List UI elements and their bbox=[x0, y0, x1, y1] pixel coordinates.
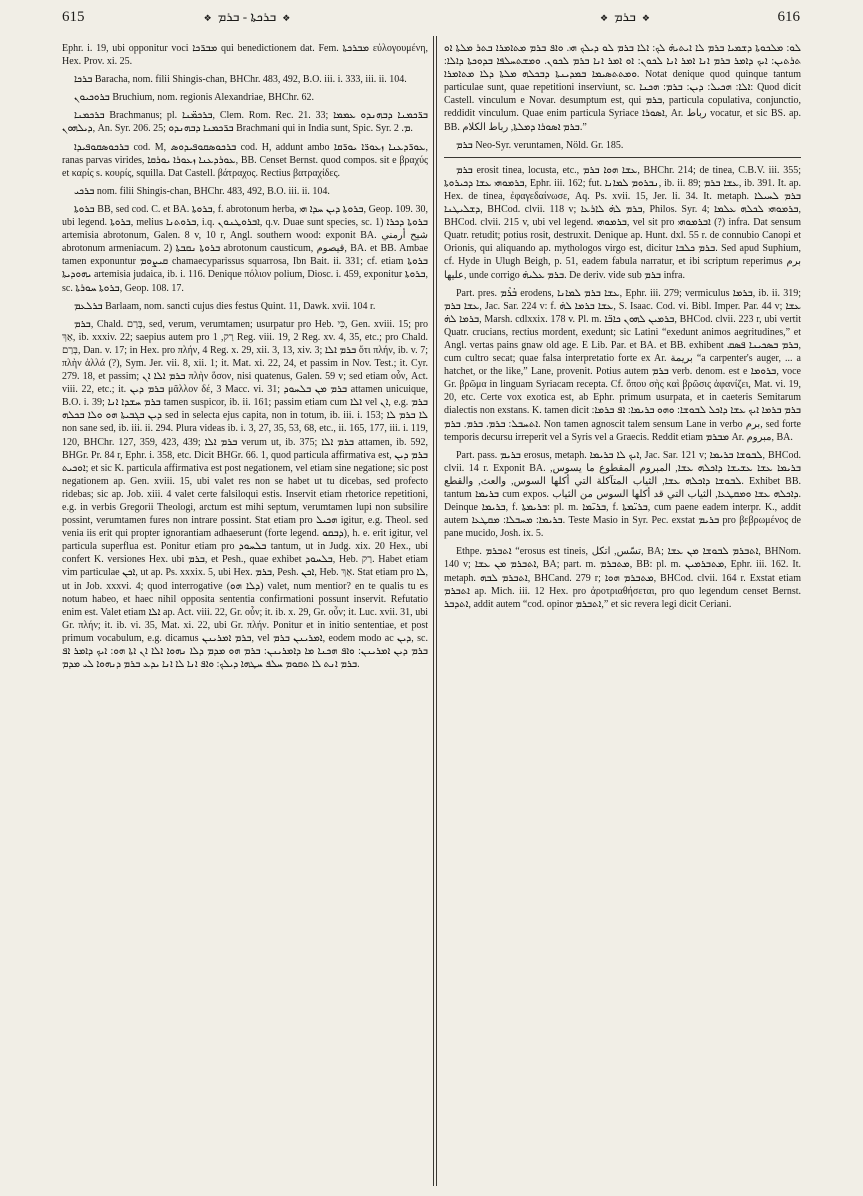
dictionary-entry: Ethpe. ܐܬܒܪܡ “erosus est tineis, تسّس, اتكل, BA; ܐܬܒܪܡ ܠܒܘܫܐ ܡܢ ܥܫܐ, BHNom. 140 v; ܐܬܒܪܡ ܡܢ ܥܫܐ, BA; part. m. ܡܬܒܪܡ, BB: pl. m. ܡܬܒܪܡܝܢ, Ephr. iii. 162. It. metaph. ܐܬܒܪܡ ܠܒܗ, BHCand. 279 r; ܡܬܒܪܡ ܗܘܐ, BHCod. clvii. 164 r. Exstat etiam ܐܬܒܪܡ ap. Mich. iii. 12 Hex. pro ἀροτριαθήσεται, pro quo legendum censet Bernst. ܐܬܕܒܪ, addit autem “cod. opinor ܐܬܒܪܡ,” et sic revera legi dicit Ceriani. bbox=[444, 546, 801, 610]
running-title-right-text: ܒܪܡ bbox=[614, 9, 636, 24]
running-title-right bbox=[520, 6, 730, 28]
running-title-left bbox=[122, 6, 372, 28]
running-title-left-text: ܒܪܟܬܐ - ܒܪܡ bbox=[217, 9, 277, 24]
section-rule bbox=[444, 157, 801, 158]
dictionary-entry: ܒܪܠܥܡ Barlaam, nom. sancti cujus dies festus Quint. 11, Dawk. xvii. 104 r. bbox=[74, 300, 376, 312]
dictionary-entry: Part. pass. ܒܪܝܡ erosus, metaph. ܐܝܟ ܠܐ ܒܪܝܡܐ, Jac. Sar. 121 v; ܠܒܘܫܐ ܒܪܝܡܐ, BHCod. clvii. 14 r. Exponit BA. ܒܪܝܡܐ ܥܫܐ ܥܫܝܫܐ ܕܐܟܠܗ ܥܫܐ, المبروم المقطوع ما يسوس, ܠܒܘܫܐ ܕܐܟܠܗ ܥܫܐ, الثياب المتآكلة التي أكلها السوس, والعث, والقطع. Exhibet BB. tantum ܒܪܝܡܐ cum expos. ܕܐܟܠܗ ܥܫܐ ܘܡܩܛܥܐ, الثياب التي قد أكلها السوس من الثياب. Deinque ܒܪܝܡܐ, f. ܒܪܝܡܬܐ: pl. m. ܒܪܝ̈ܡܐ, f. ܒܪܝ̈ܡܬܐ, cum paene eadem interpr. K., addit autem ܒܪܝܡܐ: ܡܚܒܠܐ: ܡܩܛܥܐ. Teste Masio in Syr. Pec. exstat ܒܪܝܡ pro βεβρωμένος de pane mucido, Josh. ix. 5. bbox=[444, 449, 801, 540]
left-column bbox=[62, 42, 428, 1182]
dictionary-entry: Ephr. i. 19, ubi opponitur voci ܡܒܪ̈ܟܐ qui benedictionem dat. Fem. ܡܒܪܟܬܐ εὐλογουμένη, Hex. Prov. xi. 25. bbox=[62, 43, 428, 68]
ornament-icon: ❖ bbox=[282, 13, 291, 24]
page-number-left: 615 bbox=[62, 9, 85, 25]
dictionary-entry: ܠܘ: ܡܠܟܘܬܐ ܕܫܡܝܐ ܒܪܡ ܠܐ ܐܝܬܝܗ̇ ܠܟ: ܐܠܐ ܒܪܡ ܠܘ ܕܝܠܟ ܗܝ. ܘܐܦ ܒܪܡ ܡܬܐܡܪܐ ܒܬܪ ܡܠܬܐ ܐܘ ܬܪܬܝܢ: ܐܝܟ ܕܐܡܪ ܒܪܡ ܐܢܐ ܐܡܪ ܐܢܐ ܠܟܘܢ: ܐܘ ܐܡܪ ܐܢܐ ܒܪܡ ܠܟܘܢ. ܘܡܫܬܚܠܦܐ ܒܕܘܟܬܐ ܕܐܠܐ: ܘܡܬܬܣܝܡܐ ܒܡܕܝܢܬܐ ܕܒܟܠܗ ܡܠܬܐ ܕܠܐ ܡܬܐܡܪܐ. Notat denique quod quinque tantum particulae sunt, quae repetitioni inserviunt, sc. ܐܠܐ: ܗܟܝܠ: ܕܝܢ: ܒܪܡ: ܗܟܢܐ: Quod dicit Castell. vinculum e Novar. desumptum est, qui ܒܪܡ, particula copulativa, conjunctio, reddidit vinculum. Quae enim particula Syriace ܐܣܘܪܐ, Ar. رباط vocatur, et sic BS. ap. BB. ܒܪܡ ܐܣܘܪܐ ܕܡܠܬܐ, رباط الكلام.” bbox=[444, 43, 801, 133]
dictionary-entry: ܒܪܡ erosit tinea, locusta, etc., ܥܫܐ ܗܘܐ ܒܪܡ, BHChr. 214; de tinea, C.B.V. iii. 355; ܒܪܡܘܗܝ ܥܫܐ ܕܟܝܪܘܬܐ, Ephr. iii. 162; fut. ܢܒܪܘܡ ܠܡܐܢܐ, ib. ii. 89; ܥܫܐ ܒܪܡ, ib. 391. It. ap. Hex. de tinea, ἐφαγεδαίνωσε, Aq. Ps. xvii. 15, Jer. li. 34. It. metaph. ܒܪܡ ܠܚܝܠܐ ܕܫܠܝܛܢܐ, BHCod. clvii. 118 v; ܒܪܡ ܠܗ̇ ܠܐܪܥܐ, Philos. Syr. 4; ܒܪܡܘܗܝ ܠܟܠܗ ܥܠܡܐ, BHCod. clvii. 215 v, ubi vel legend. ܒܪܡܘܗܝ, vel sit pro ܐܒܪܡܘܗܝ (?) infra. Dat sensum Quatr. retudit; potius rosit, destruxit. Denique ap. Hunt. dxl. 55 r. de connubio Canopi et Orionis, qui aliquando ap. mythologos virgo est, dicitur ܒܪܡ ܟܠܒܐ. Sed apud Suphium, cf. Hyde in Ulugh Beigh, p. 51, eadem fabula narratur, et ibi scriptum reperimus برم عليها, unde corrigo ܒܪܡ ܥܠܝܗ̇. De deriv. vide sub ܒܪܡ infra. bbox=[444, 164, 801, 281]
dictionary-entry: ܒܪܟܐ Baracha, nom. filii Shingis-chan, BHChr. 483, 492, B.O. iii. i. 333, iii. ii. 104. bbox=[74, 74, 407, 86]
dictionary-entry: ܒܪܡ, Chald. בְּרַם, sed, verum, verumtamen; usurpatur pro Heb. כִּי, Gen. xviii. 15; pro אַךְ, ib. xxxiv. 22; saepius autem pro רַק, 1 Reg. viii. 19, 2 Reg. xv. 4, 35, etc.; pro Chald. בְּרַם, Dan. v. 17; in Hex. pro πλήν, 4 Reg. x. 29, xii. 3, 13, xiv. 3; ܒܪܡ ܐܠܐ ὅτι πλήν, ib. v. 7; πλὴν ἀλλά (?), Sym. Jer. vii. 8, xii. 1; it. Mat. xi. 22, 24, et passim in Nov. Test.; it. Cyr. 279. 18, et passim; ܒܪܡ ܐܠܐ ܐܢ πλὴν ὅσον, nisi quatenus, Galen. 59 v; sed etiam οὖν, Act. viii. 22, etc.; it. ܒܪܡ ܕܝܢ μᾶλλον δέ, 3 Macc. vi. 31; ܒܪܡ ܡܢ ܒܠܚܘܕ attamen unicuique, B.O. i. 39; ܒܪܡ ܚܫܕܐ ܐܢܐ tamen suspicor, ib. ii. 161; passim etiam cum ܐܠܐ vel ܐܢ, e.g. ܒܪܡ ܕܝܢ ܒܓܒܝܬܐ ܗܘ ܘܠܐ ܒܟܠܗ sed in selecta ejus capita, non in totum, ib. iii. i. 153; ܠܐ ܒܪܡ ܠܐ non sane sed, ib. iii. ii. 294. Plura videas ib. i. 3, 27, 35, 53, 68, etc., ii. 165, 177, iii. i. 119, 120, BHChr. 127, 359, 423, 439; ܒܪܡ ܐܠܐ verum ut, ib. 375; ܒܪܡ ܐܠܐ attamen, ib. 592, BHGr. Pr. 84 r, Ephr. i. 358, etc. Dicit BHGr. 66. 1, quod particula affirmativa est, ܒܪܡ ܕܝܢ ܐܘܟܝܬ; et sic K. particula affirmativa est post negationem, vel etiam sine negatione; sic post negationem ap. Gen. xviii. 15, ubi valet res non se habet ut tu dicebas, sed profecto ridebas; sic ap. Job. xiii. 4 valet certe falsiloqui estis. Inservit etiam rhetorice repetitioni, e.g. in verbis Gregorii Theologi, arctum est mihi septum, verumtamen lupi non subsilire possint, verumtamen fures non intrare possint. Stat etiam pro ܗܟܝܠ igitur, e.g. Theol. sed venia iis erit qui propter ignorantiam adhaeserunt (forte legend. ܕܒܩܘ), h. e. erit igitur, vel particula superflua est. Ponitur etiam pro ܒܠܚܘܕ tantum, ut in Judg. xix. 20 Hex., ubi confert K. versiones Hex. ubi ܒܪܡ, et Pesh., quae exhibet ܒܠܚܘܕ, Heb. רַק. Habet etiam vim particulae ܐܟܢ, ut ap. Ps. xxxix. 5, ubi Hex. ܒܪܡ, Pesh. ܐܟܢ, Heb. אַךְ. Stat etiam pro ܠܐ, ut in Job. xxxvi. 4; quod interrogative (ܕܠܐ ܗܘ) valet, num mentior? en te qualis tu es notum habeo, et haec nihil opposita sententia confirmationi possunt inservit. Refutatio enim est. Valet etiam ܐܠܐ ap. Act. viii. 22, Gr. οὖν; it. ib. x. 29, Gr. οὖν; it. Luc. xvii. 31, ubi Gr. πλήν; it. ib. vi. 35, Mat. xi. 22, ubi Gr. πλήν. Ponitur et in initio sententiae, et post primum vocabulum, e.g. dicamus ܒܪܡ ܐܡܪܝܢܢ, vel ܐܡܪܝܢܢ ܒܪܡ, eodem modo ac ܕܝܢ, sc. ܒܪܡ ܕܝܢ ܐܡܪܝܢܢ: ܘܐܦ ܗܟܢܐ ܡܐ ܕܐܡܪܝܢܢ: ܒܪܡ ܗܘ ܡܕܡ ܕܠܐ ܢܗܘܐ ܐܠܐ ܐܢ ܐܬܐ ܗܘ: ܐܝܟ ܕܐܡܪ ܐܦ ܒܪܡ ܐܢܬ ܠܐ ܬܩܘܡ ܚܠܦ ܚܛܗܐ ܕܝܠܟ: ܘܐܦ ܐܢܐ ܠܐ ܐܢܐ ܝܕܥ ܒܪܡ ܕܢܗܘܐ ܠܝ ܡܕܡ. bbox=[62, 318, 428, 671]
column-divider bbox=[436, 36, 437, 1186]
dictionary-entry: ܒܪܟܝ nom. filii Shingis-chan, BHChr. 483, 492, B.O. iii. ii. 104. bbox=[74, 185, 330, 197]
dictionary-entry: ܒܪܟܡܢܐ Brachmanus; pl. ܒܪܟܡ̈ܢܐ, Clem. Rom. Rec. 21. 33; ܒܪ̈ܟܡܢܐ ܕܒܗܢܕܘ ܥܡܡܐ ܕܝܠܗܘܢ, An. Syr. 206. 25; ܒܪ̈ܟܡܢܐ ܕܒܗܢܕܘ Brachmani qui in India sunt, Spic. Syr. ܡ. 2. bbox=[62, 110, 428, 135]
column-divider bbox=[433, 36, 434, 1186]
dictionary-entry: ܒܪܡ Neo-Syr. veruntamen, Nöld. Gr. 185. bbox=[456, 139, 624, 151]
page-number-right: 616 bbox=[777, 9, 800, 25]
right-column bbox=[444, 42, 801, 1182]
dictionary-entry: ܒܪܘܬܐ BB, sed cod. C. et BA. ܒܪܘܬܐ, f. abrotonum herba, ܒܪܘܬܐ ܕܝܢ ܚܕܐ ܗܝ, Geop. 109. 30, ubi legend. ܒܪܘܬܐ, melius ܒܪܘܬܢܐ, i.q. ܐܒܪܘܛܢܘܢ, q.v. Duae sunt species, sc. 1) ܒܪܘܬܐ ܕܟܪܐ artemisia abrotonum, Galen. 8 v, 10 r, Angl. southern wood: exponit BA. شيح أرمني abrotonum armeniacum. 2) ܒܪܘܬܐ ܢܩܒܬܐ abrotonum causticum, قيصوم, BA. et BB. Ambae tamen exponuntur ܩܝܨܘܡ chamaecyparissus squarrosa, Ibn Bait. ii. 331; cf. etiam ܒܪܘܬܐ ܝܗܘܕܝܬܐ artemisia judaica, ib. i. 116. Denique πόλιον polium, Diosc. i. 459, exponitur ܒܪܘܬܐ, sc. ܒܪܘܬܐ ܚܘܪܬܐ, Geop. 108. 17. bbox=[62, 203, 428, 294]
dictionary-entry: ܒܪܘܟܝܘܢ Bruchium, nom. regionis Alexandriae, BHChr. 62. bbox=[74, 92, 314, 104]
ornament-icon: ❖ bbox=[600, 13, 609, 24]
dictionary-entry: Part. pres. ܒܳܪܶܡ erodens, ܥܫܐ ܒܪܡ ܠܡܐܢܐ, Ephr. iii. 279; vermiculus ܒܪܡܐ, ib. ii. 319; ܥܫܐ ܒܪܡ, Jac. Sar. 224 v: f. ܥܫܐ ܒܪܡܐ ܠܗ̇, S. Isaac. Cod. vi. Bibl. Imper. Par. 44 v; ܥܫܐ ܒܪܡܐ ܠܗ̇, Marsh. cdlxxix. 178 v. Pl. m. ܒܪܡܝܢ ܠܗܘܢ ܟܐܒ̈ܐ, BHCod. clvii. 223 r, ubi vertit Quatr. crucians, rectius mordent, exedunt; sic Latini “exedunt animos aegritudines,” et Angl. vertas pains gnaw old age. E Lib. Par. et BA. et BB. exhibent ܒܪܡ ܒܣܟܝܢܐ ܦܣܩ, cum cultro secat; quae falsa interpretatio forte ex Ar. بريمة “a carpenter's auger, ... a hatchet, or the like,” Lane, provenit. Potius autem ܒܪܡ verb. denom. est e ܒܪܘܡܐ, voce Gr. βρῶμα in linguam Syriacam recepta. Cf. ὅπου σὴς καὶ βρῶσις ἀφανίζει, Mat. vi. 19, 20, etc. Certe vox exotica est, ab Ephr. primum usurpata, et in caeteris Semitarum dialectis non exstans. K. tamen dicit ܒܪܡ ܒܪܡܐ ܐܝܟ ܥܫܐ ܕܐܟܠ ܠܒܘܫܐ: ܘܗܘ ܒܪܝܡܐ: ܐܦ ܒܪܡܐ: ܐܬܚܒܠ: ܒܪܡ. ܒܪܡ. ܒܪܡ. Non tamen agnoscit talem sensum Lane in verbo برم, sed forte temporis decursu irreperit vel a Syris vel a Graecis. Reddit etiam ܡܒܪܡ Ar. مبروم, BA. bbox=[444, 287, 801, 443]
dictionary-entry: ܒܪܟܘܣܩܘܦܝܕܐ cod. M, ܒܪܟܘܣܩܘܦܝܕܘܣ cod. H, addunt ambo ܥܘܪ̈ܕܥܢܐ ܙܥܘܪ̈ܐ ܝܘܪ̈ܩܐ, ranas parvas virides, ܥܘܪܕܥܢܐ ܙܥܘܪܐ ܝܘܪܩܐ, BB. Censet Bernst. quod compos. sit e βραχύς et καρίς s. κουρίς, squilla. Dat Castell. βάτραχος. Rectius βατραχίδες. bbox=[62, 141, 428, 179]
ornament-icon: ❖ bbox=[203, 13, 212, 24]
ornament-icon: ❖ bbox=[641, 13, 650, 24]
